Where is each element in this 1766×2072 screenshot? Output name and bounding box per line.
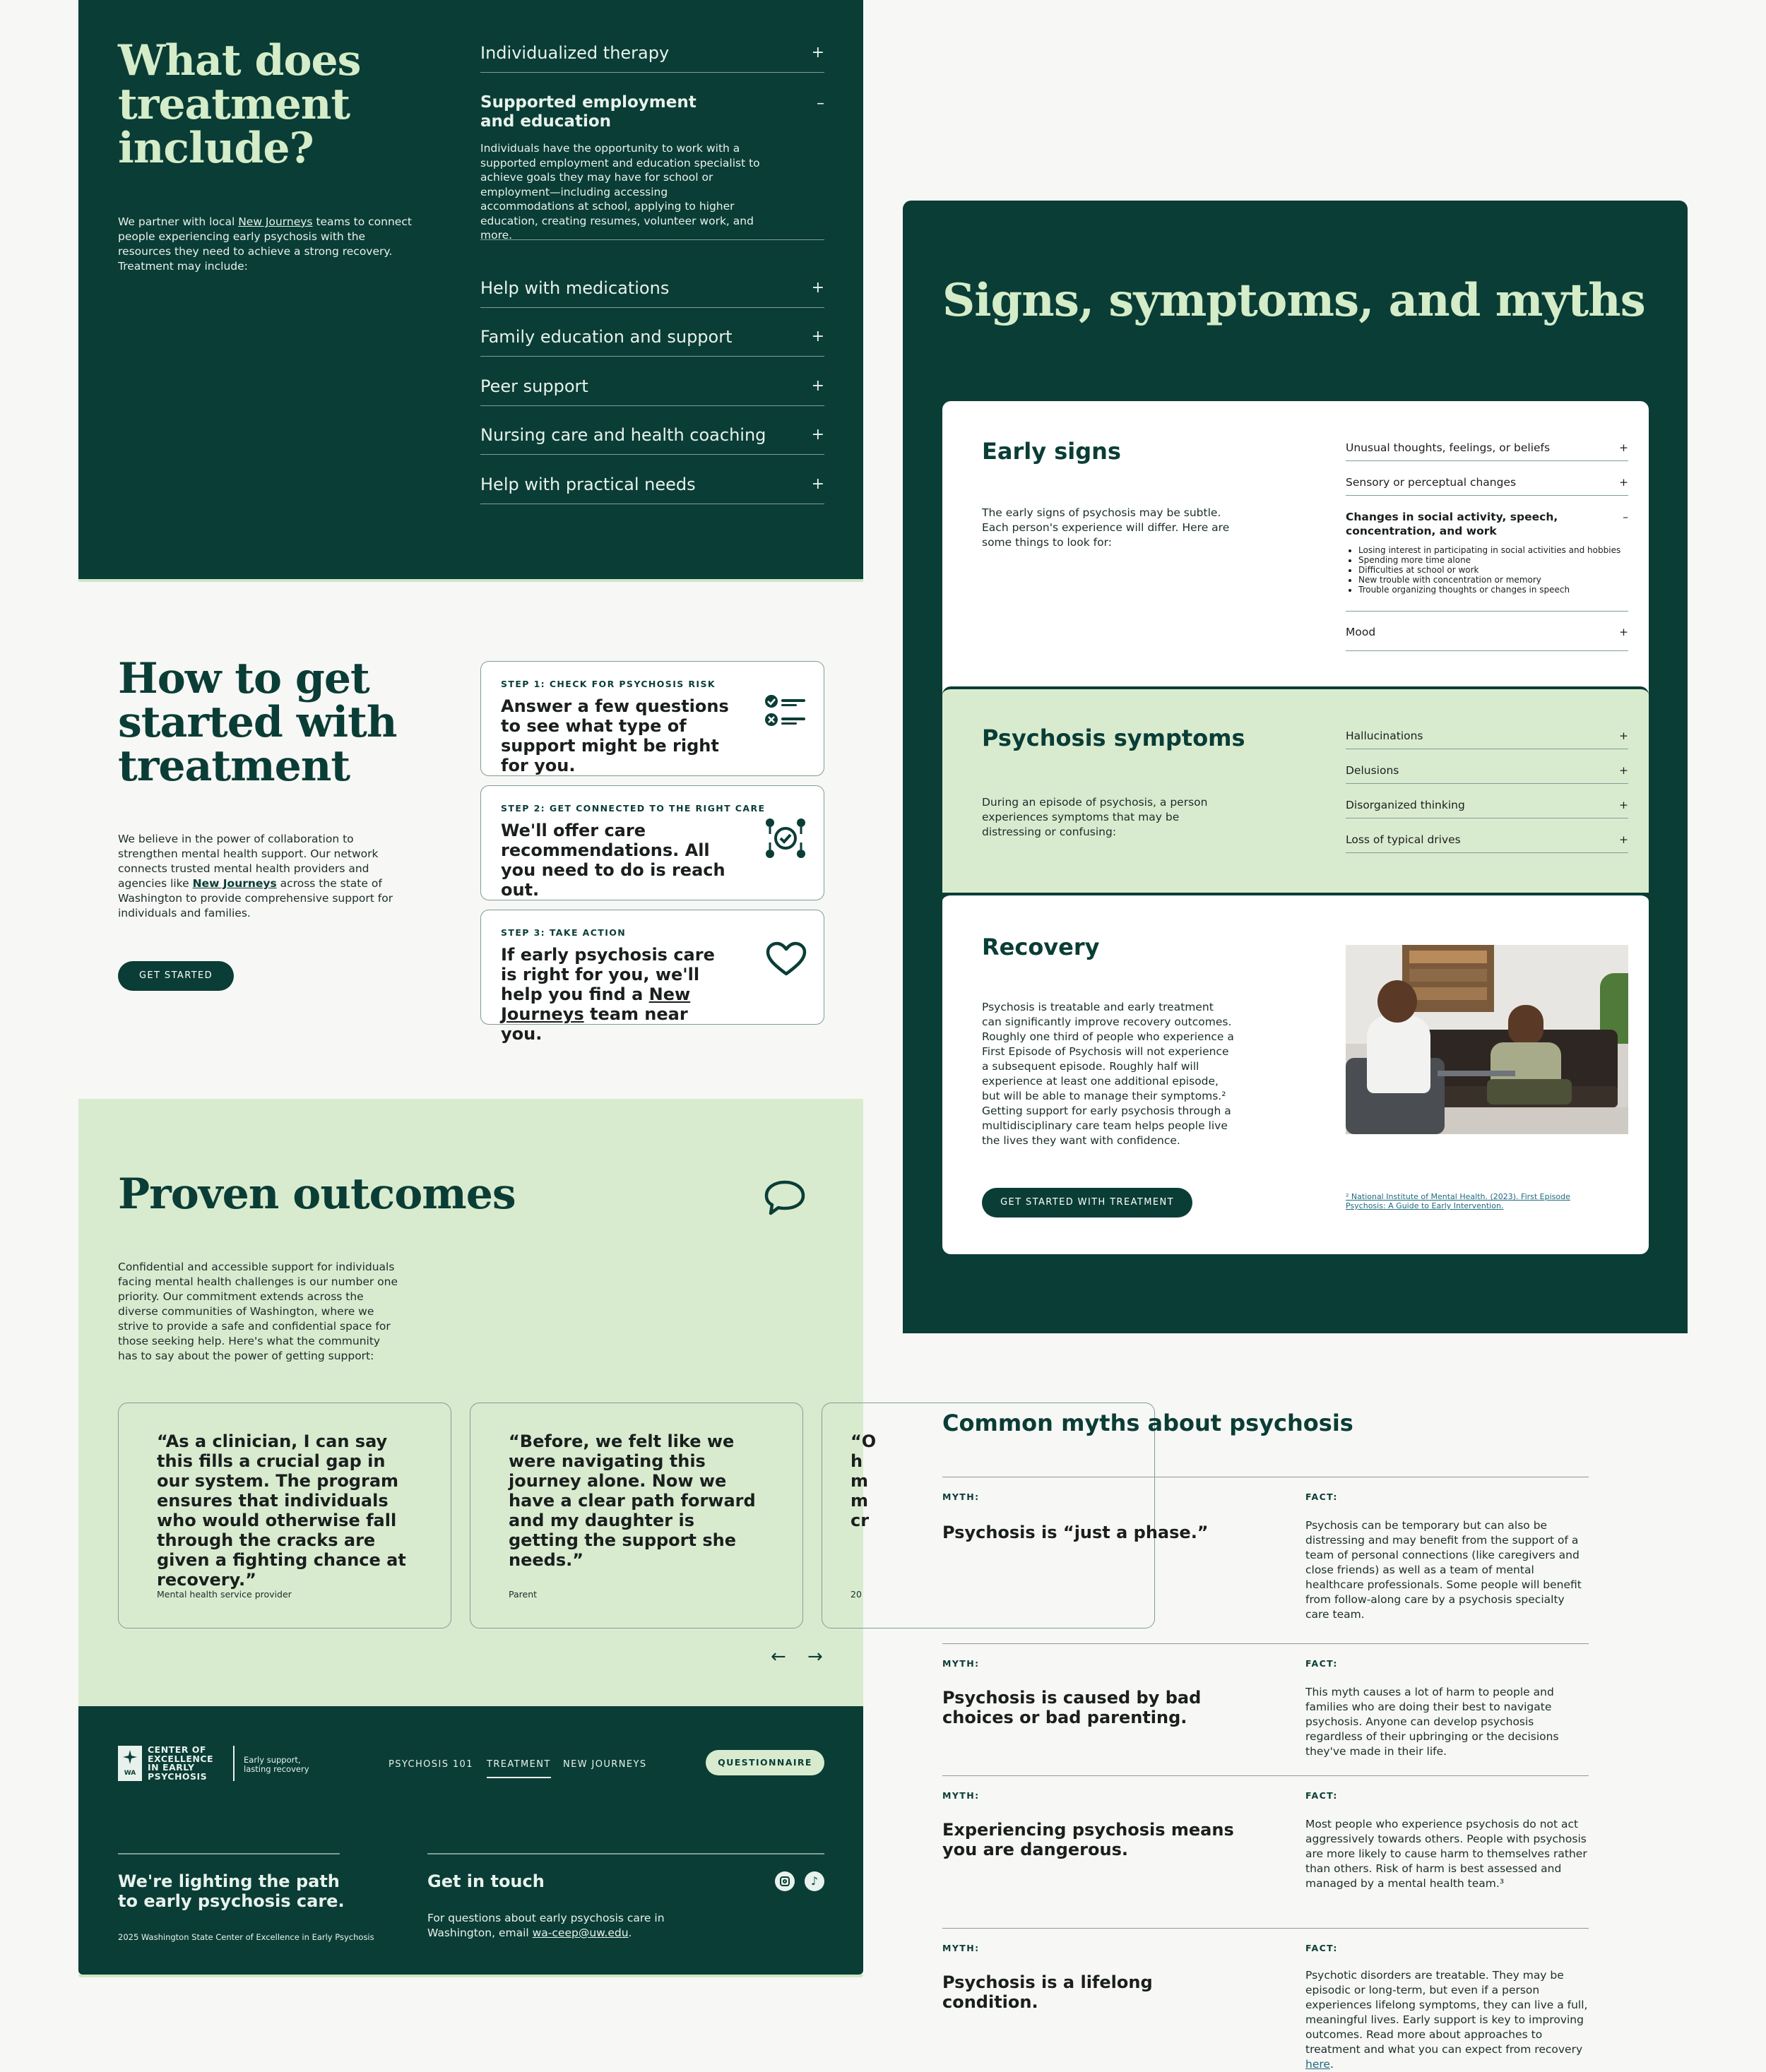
myth-text: Psychosis is a lifelong condition.	[942, 1972, 1153, 2012]
nav-psychosis-101[interactable]: PSYCHOSIS 101	[389, 1759, 473, 1770]
plus-icon: +	[811, 377, 824, 395]
outcomes-section	[78, 1099, 877, 1706]
therapy-session-photo	[1346, 945, 1628, 1134]
minus-icon: –	[1623, 511, 1628, 523]
testimonial-card: “As a clinician, I can say this fills a crucial gap in our system. The program ensures that individuals who would otherwise fall through the cracks are given a fighting chance at recovery.” Mental health service provider	[118, 1403, 451, 1629]
accordion-nursing-care[interactable]: Nursing care and health coaching +	[480, 424, 824, 455]
get-started-button[interactable]: GET STARTED	[118, 961, 234, 991]
myth-text: Psychosis is caused by bad choices or bad parenting.	[942, 1688, 1202, 1727]
step-card-3[interactable]: STEP 3: TAKE ACTION If early psychosis care is right for you, we'll help you find a New Journeys team near you.	[480, 910, 824, 1025]
minus-icon: –	[817, 95, 824, 112]
logo-badge: WA	[118, 1746, 142, 1781]
plus-icon: +	[811, 475, 824, 493]
fact-text: Most people who experience psychosis do not act aggressively towards others. People with psychosis are more likely to cause harm to themselves rather than others. Risk of harm is best assessed and managed by a mental health team.³	[1305, 1818, 1587, 1890]
new-journeys-link[interactable]: New Journeys	[192, 877, 277, 890]
plus-icon: +	[811, 279, 824, 297]
recovery-title: Recovery	[982, 934, 1100, 960]
recovery-card	[942, 893, 1649, 1254]
tiktok-icon[interactable]: ♪	[805, 1871, 824, 1891]
step-card-2[interactable]: STEP 2: GET CONNECTED TO THE RIGHT CARE We'll offer care recommendations. All you need to do is reach out.	[480, 785, 824, 900]
footer-slogan: We're lighting the path to early psychosis care.	[118, 1871, 345, 1911]
accordion-delusions[interactable]: Delusions +	[1346, 763, 1628, 784]
myth-row: MYTH: FACT: Psychosis is “just a phase.” Psychosis can be temporary but can also be distressing and may benefit from the support of a team of personal connections (like caregivers and close friends) as well as a team of mental healthcare professionals. Some people will benefit from follow-along care by a psychosis specialty care team.	[942, 1477, 1589, 1643]
get-started-title: How to get started with treatment	[118, 654, 397, 791]
myths-title: Common myths about psychosis	[942, 1410, 1353, 1436]
footnote-link[interactable]: ² National Institute of Mental Health. (2023). First Episode Psychosis: A Guide to Early Intervention.	[1346, 1192, 1570, 1210]
accordion-mood[interactable]: Mood +	[1346, 625, 1628, 651]
accordion-practical-needs[interactable]: Help with practical needs +	[480, 474, 824, 504]
copyright: 2025 Washington State Center of Excellence in Early Psychosis	[118, 1932, 374, 1942]
myths-section	[903, 1333, 1688, 2071]
myth-text: Experiencing psychosis means you are dangerous.	[942, 1820, 1234, 1859]
symptoms-title: Psychosis symptoms	[982, 725, 1245, 751]
nav-treatment[interactable]: TREATMENT	[487, 1759, 551, 1778]
fact-text: This myth causes a lot of harm to people and families who are doing their best to navigate psychosis. Anyone can develop psychosis regardless of their upbringing or the decisions they've made in their life.	[1305, 1686, 1559, 1758]
signs-bullet-list: • Losing interest in participating in social activities and hobbies • Spending more time alone • Difficulties at school or work • New trouble with concentration or memory • Trouble organizing thoughts or changes in speech	[1346, 545, 1628, 595]
myth-text: Psychosis is “just a phase.”	[942, 1523, 1209, 1542]
myth-row: MYTH: FACT: Psychosis is a lifelong condition. Psychotic disorders are treatable. They may be episodic or long-term, but even if a person experiences lifelong symptoms, they can live a full, meaningful lives. Early support is key to improving outcomes. Read more about approaches to treatment and what you can expect from recovery here.	[942, 1928, 1589, 2062]
plus-icon: +	[1619, 799, 1628, 811]
site-footer	[78, 1706, 863, 1975]
nav-new-journeys[interactable]: NEW JOURNEYS	[563, 1759, 647, 1770]
treatment-title: What does treatment include?	[118, 36, 361, 173]
fact-text: Psychosis can be temporary but can also be distressing and may benefit from the support of a team of personal connections (like caregivers and close friends) as well as a team of mental healthcare professionals. Some people will benefit from follow-along care by a psychosis specialty care team.	[1305, 1519, 1582, 1621]
logo[interactable]	[118, 1746, 330, 1782]
signs-title: Signs, symptoms, and myths	[942, 274, 1645, 327]
questionnaire-button[interactable]: QUESTIONNAIRE	[706, 1750, 824, 1775]
accordion-body: Individuals have the opportunity to work with a supported employment and education specialist to achieve goals they may have for school or employment—including accessing accommodations at school, applying to higher education, creating resumes, volunteer work, and more.	[480, 142, 760, 242]
accordion-supported-employment[interactable]: Supported employment and education – Individuals have the opportunity to work with a supported employment and education specialist to achieve goals they may have for school or employment—including accessing accommodations at school, applying to higher education, creating resumes, volunteer work, and more.	[480, 93, 824, 242]
plus-icon: +	[1619, 764, 1628, 777]
accordion-help-with-medications[interactable]: Help with medications +	[480, 278, 824, 308]
accordion-hallucinations[interactable]: Hallucinations +	[1346, 729, 1628, 749]
get-started-section	[78, 583, 863, 1099]
fact-text: Psychotic disorders are treatable. They may be episodic or long-term, but even if a person experiences lifelong symptoms, they can live a full, meaningful lives. Early support is key to improving outcomes. Read more about approaches to treatment and what you can expect from recovery here.	[1305, 1969, 1588, 2071]
contact-email-link[interactable]: wa-ceep@uw.edu	[532, 1927, 629, 1939]
outcomes-title: Proven outcomes	[118, 1169, 516, 1219]
accordion-individualized-therapy[interactable]: Individualized therapy +	[480, 42, 824, 73]
plus-icon: +	[1619, 441, 1628, 454]
accordion-unusual-thoughts[interactable]: Unusual thoughts, feelings, or beliefs +	[1346, 441, 1628, 461]
early-signs-desc: The early signs of psychosis may be subtle. Each person's experience will differ. Here are some things to look for:	[982, 506, 1230, 549]
star-icon	[123, 1750, 137, 1764]
logo-text: CENTER OF EXCELLENCE IN EARLY PSYCHOSIS	[148, 1744, 214, 1782]
accordion-peer-support[interactable]: Peer support +	[480, 376, 824, 406]
new-journeys-link[interactable]: New Journeys	[238, 215, 313, 228]
carousel-prev-button[interactable]: ←	[771, 1646, 786, 1667]
accordion-family-education[interactable]: Family education and support +	[480, 326, 824, 357]
myth-row: MYTH: FACT: Psychosis is caused by bad choices or bad parenting. This myth causes a lot of harm to people and families who are doing their best to navigate psychosis. Anyone can develop psychosis regardless of their upbringing or the decisions they've made in their life.	[942, 1643, 1589, 1775]
carousel-next-button[interactable]: →	[807, 1646, 823, 1667]
accordion-social-activity[interactable]: Changes in social activity, speech, concentration, and work – • Losing interest in participating in social activities and hobbies • Spending more time alone • Difficulties at school or work • New trouble with concentration or memory • Trouble organizing thoughts or changes in speech	[1346, 510, 1628, 612]
early-signs-title: Early signs	[982, 438, 1121, 465]
plus-icon: +	[1619, 833, 1628, 846]
get-started-treatment-button[interactable]: GET STARTED WITH TREATMENT	[982, 1188, 1192, 1217]
new-journeys-link[interactable]: New Journeys	[501, 984, 691, 1024]
symptoms-card	[942, 686, 1649, 893]
checklist-icon	[764, 693, 807, 730]
instagram-icon[interactable]	[775, 1871, 795, 1891]
symptoms-desc: During an episode of psychosis, a person experiences symptoms that may be distressing or confusing:	[982, 796, 1208, 838]
accordion-loss-of-drives[interactable]: Loss of typical drives +	[1346, 833, 1628, 853]
logo-tagline: Early support, lasting recovery	[244, 1755, 309, 1774]
early-signs-card	[942, 401, 1649, 706]
plus-icon: +	[1619, 476, 1628, 489]
step-card-1[interactable]: STEP 1: CHECK FOR PSYCHOSIS RISK Answer a few questions to see what type of support might be right for you.	[480, 661, 824, 776]
contact-title: Get in touch	[427, 1871, 545, 1891]
get-started-intro: We believe in the power of collaboration to strengthen mental health support. Our network connects trusted mental health providers and agencies like New Journeys across the state of Washington to provide comprehensive support for individuals and families.	[118, 833, 393, 919]
plus-icon: +	[811, 328, 824, 345]
signs-section	[903, 201, 1688, 1333]
contact-text: For questions about early psychosis care in Washington, email wa-ceep@uw.edu.	[427, 1912, 665, 1939]
footer-nav	[389, 1759, 742, 1780]
testimonial-card: “O h m m cr 20	[822, 1403, 1155, 1629]
accordion-disorganized-thinking[interactable]: Disorganized thinking +	[1346, 798, 1628, 818]
network-check-icon	[764, 817, 807, 859]
heart-icon	[766, 941, 807, 977]
plus-icon: +	[811, 44, 824, 61]
recovery-desc: Psychosis is treatable and early treatment can significantly improve recovery outcomes. Roughly one third of people who experience a First Episode of Psychosis will not experience a subsequent episode. Roughly half will experience at least one additional episode, but will be able to manage their symptoms.² Getting support for early psychosis through a multidisciplinary care team helps people live the lives they want with confidence.	[982, 1001, 1234, 1147]
plus-icon: +	[811, 426, 824, 443]
myth-row: MYTH: FACT: Experiencing psychosis means you are dangerous. Most people who experience psychosis do not act aggressively towards others. People with psychosis are more likely to cause harm to themselves rather than others. Risk of harm is best assessed and managed by a mental health team.³	[942, 1775, 1589, 1928]
plus-icon: +	[1619, 730, 1628, 742]
treatment-intro: We partner with local New Journeys teams to connect people experiencing early psychosis with the resources they need to achieve a strong recovery. Treatment may include:	[118, 215, 412, 273]
plus-icon: +	[1619, 626, 1628, 638]
treatment-section	[78, 0, 863, 579]
speech-bubble-icon	[764, 1179, 806, 1216]
read-more-link[interactable]: here	[1305, 2058, 1330, 2071]
accordion-sensory-changes[interactable]: Sensory or perceptual changes +	[1346, 475, 1628, 496]
outcomes-intro: Confidential and accessible support for individuals facing mental health challenges is our number one priority. Our commitment extends across the diverse communities of Washington, where we strive to provide a safe and confidential space for those seeking help. Here's what the community has to say about the power of getting support:	[118, 1261, 398, 1362]
testimonial-card: “Before, we felt like we were navigating this journey alone. Now we have a clear path forward and my daughter is getting the support she needs.” Parent	[470, 1403, 803, 1629]
